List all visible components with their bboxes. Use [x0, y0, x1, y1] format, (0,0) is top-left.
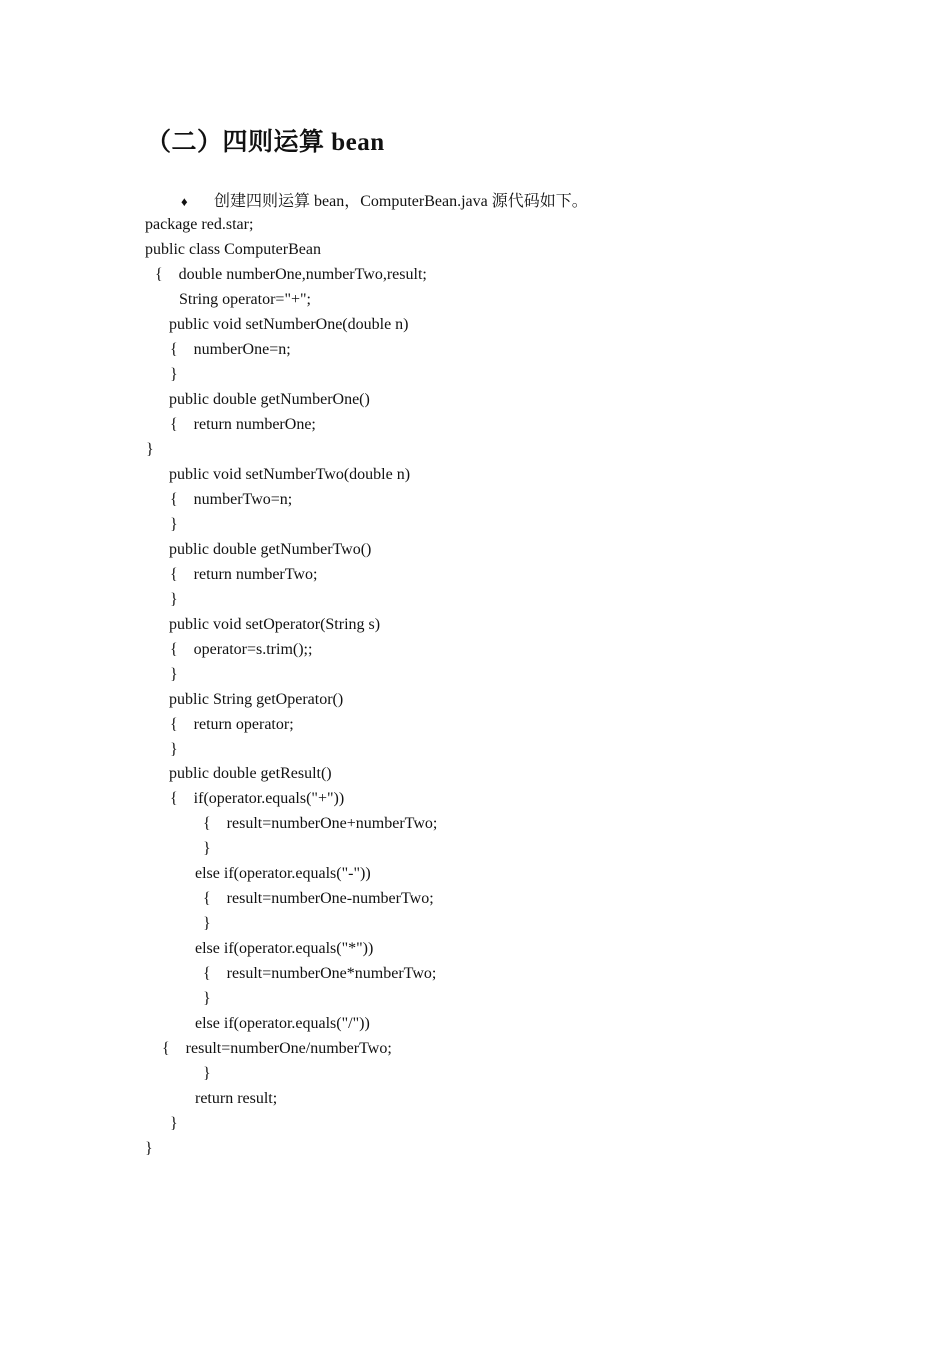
code-line: public class ComputerBean	[145, 241, 321, 258]
code-line: }	[170, 591, 178, 608]
section-title: （二）四则运算 bean	[146, 129, 385, 156]
code-line: else if(operator.equals("*"))	[195, 940, 374, 957]
code-line: return result;	[195, 1090, 278, 1107]
code-line: public void setNumberTwo(double n)	[169, 466, 411, 483]
code-line: else if(operator.equals("-"))	[195, 865, 371, 882]
code-line: }	[170, 366, 178, 383]
code-line: }	[146, 441, 154, 458]
code-line: }	[170, 666, 178, 683]
code-line: else if(operator.equals("/"))	[195, 1015, 370, 1032]
diamond-bullet-icon: ♦	[181, 194, 188, 209]
code-line: }	[145, 1140, 153, 1157]
code-line: { result=numberOne+numberTwo;	[203, 815, 438, 832]
code-line: { return operator;	[170, 716, 294, 733]
code-line: }	[203, 990, 211, 1007]
code-line: { numberOne=n;	[170, 341, 291, 358]
code-line: { operator=s.trim();;	[170, 641, 313, 658]
code-line: package red.star;	[145, 216, 254, 233]
code-line: }	[203, 840, 211, 857]
code-line: public double getNumberTwo()	[169, 541, 372, 558]
code-line: public void setNumberOne(double n)	[169, 316, 409, 333]
code-line: { numberTwo=n;	[170, 491, 293, 508]
intro-paragraph	[181, 188, 588, 211]
code-line: { return numberOne;	[170, 416, 316, 433]
code-line: }	[170, 1115, 178, 1132]
code-line: String operator="+";	[179, 291, 311, 308]
code-line: { result=numberOne-numberTwo;	[203, 890, 434, 907]
code-line: { result=numberOne*numberTwo;	[203, 965, 437, 982]
intro-text: 创建四则运算 bean，ComputerBean.java 源代码如下。	[214, 193, 588, 210]
code-line: public double getNumberOne()	[169, 391, 370, 408]
code-line: public String getOperator()	[169, 691, 344, 708]
code-line: }	[203, 915, 211, 932]
code-line: { return numberTwo;	[170, 566, 318, 583]
code-line: }	[170, 516, 178, 533]
code-line: public void setOperator(String s)	[169, 616, 381, 633]
code-line: { double numberOne,numberTwo,result;	[155, 266, 427, 283]
code-line: { result=numberOne/numberTwo;	[162, 1040, 392, 1057]
code-line: }	[170, 741, 178, 758]
code-line: { if(operator.equals("+"))	[170, 790, 345, 807]
code-line: }	[203, 1065, 211, 1082]
code-line: public double getResult()	[169, 765, 332, 782]
